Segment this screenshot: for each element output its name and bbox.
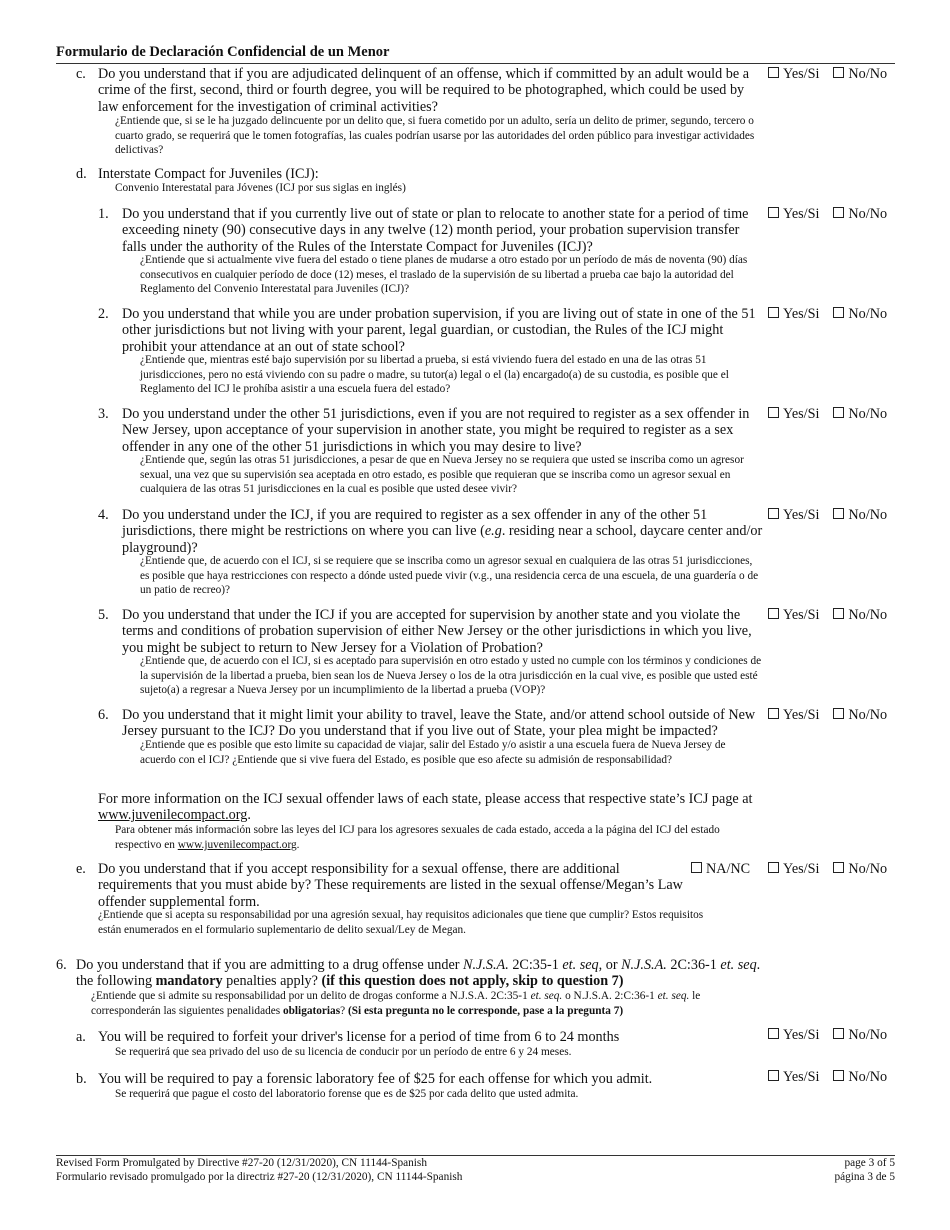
item-6a-question: You will be required to forfeit your driver's license for a period of time from 6 to 24 months <box>98 1029 620 1045</box>
question-6-translation: ¿Entiende que si admite su responsabilidad por un delito de drogas conforme a N.J.S.A. 2C:35-1 et. seq. o N.J.S.A. 2:C:36-1 et. seq. le corresponderán las siguientes penalidades obligatorias? (Si esta pregunta no le corresponde, pase a la pregunta 7) <box>91 990 701 1017</box>
checkbox-icon <box>833 307 844 318</box>
checkbox-no[interactable]: No/No <box>833 206 887 222</box>
item-d1-translation: ¿Entiende que si actualmente vive fuera del estado o tiene planes de mudarse a otro estado por un período de más de noventa (90) días consecutivos en cualquier período de doce (12) meses, el traslado de la supervisión de su libertad a prueba cae bajo la autoridad del Reglamento del Convenio Interestatal para Juveniles (ICJ)? <box>140 254 748 296</box>
checkbox-icon <box>768 1028 779 1039</box>
page-title: Formulario de Declaración Confidencial de un Menor <box>56 44 390 60</box>
item-d6-answer <box>768 707 887 723</box>
checkbox-no[interactable]: No/No <box>833 1069 887 1085</box>
checkbox-yes[interactable]: Yes/Si <box>768 507 819 523</box>
checkbox-yes[interactable]: Yes/Si <box>768 1027 819 1043</box>
item-6b-answer <box>768 1069 887 1085</box>
item-d5-label: 5. <box>98 607 109 623</box>
checkbox-icon <box>768 508 779 519</box>
item-d4-translation: ¿Entiende que, de acuerdo con el ICJ, si se requiere que se inscriba como un agresor sexual en cualquiera de las otras 51 jurisdicciones, es posible que haya restricciones con respecto a dónde usted puede vivir (v.g., una residencia cerca de una escuela, de una guardería o de un patio de recreo)? <box>140 555 759 597</box>
item-d-heading: Interstate Compact for Juveniles (ICJ): <box>98 166 319 182</box>
item-d3-translation: ¿Entiende que, según las otras 51 jurisdicciones, a pesar de que en Nueva Jersey no se requiera que usted se inscriba como un agresor sexual, una vez que su supervisión sea aceptada en otro estado, es posible que requieran que se inscriba como un agresor sexual en cualquiera de las otras 51 jurisdicciones en la cual es posible que usted desee vivir? <box>140 454 744 496</box>
item-d2-answer <box>768 306 887 322</box>
checkbox-yes[interactable]: Yes/Si <box>768 1069 819 1085</box>
checkbox-no[interactable]: No/No <box>833 66 887 82</box>
item-d5-translation: ¿Entiende que, de acuerdo con el ICJ, si es aceptado para supervisión en otro estado y usted no cumple con los términos y condiciones de la supervisión de la libertad a prueba, bien sean los de Nueva Jersey o los de la otra jurisdicción en la cual vive, es posible que usted esté sujeto(a) a regresar a Nueva Jersey por un incumplimiento de la libertad a prueba (VOP)? <box>140 655 762 697</box>
icj-info-text: For more information on the ICJ sexual offender laws of each state, please access that respective state’s ICJ page at www.juvenilecompact.org. <box>98 791 753 824</box>
checkbox-yes[interactable]: Yes/Si <box>768 707 819 723</box>
checkbox-icon <box>768 307 779 318</box>
checkbox-icon <box>768 407 779 418</box>
checkbox-no[interactable]: No/No <box>833 507 887 523</box>
question-6-label: 6. <box>56 957 67 973</box>
checkbox-icon <box>768 1070 779 1081</box>
item-6a-translation: Se requerirá que sea privado del uso de su licencia de conducir por un período de entre 6 y 24 meses. <box>115 1046 572 1058</box>
item-c-question: Do you understand that if you are adjudicated delinquent of an offense, which if committed by an adult would be a crime of the first, second, third or fourth degree, you will be required to be photographed, which could be used by law enforcement for the investigation of criminal activities? <box>98 66 749 115</box>
item-e-translation: ¿Entiende que si acepta su responsabilidad por una agresión sexual, hay requisitos adicionales que tiene que cumplir? Estos requisitos están enumerados en el formulario suplementario de delito sexual/Ley de Megan. <box>98 909 704 936</box>
item-6a-label: a. <box>76 1029 86 1045</box>
checkbox-no[interactable]: No/No <box>833 861 887 877</box>
item-6a-answer <box>768 1027 887 1043</box>
item-d4-label: 4. <box>98 507 109 523</box>
checkbox-icon <box>768 207 779 218</box>
item-d5-answer <box>768 607 887 623</box>
item-e-answer <box>768 861 887 877</box>
item-d4-question: Do you understand under the ICJ, if you are required to register as a sex offender in any of the other 51 jurisdictions, there might be restrictions on where you can live (e.g. residing near a school, daycare center and/or playground)? <box>122 507 763 556</box>
item-e-label: e. <box>76 861 86 877</box>
item-d2-label: 2. <box>98 306 109 322</box>
item-d2-translation: ¿Entiende que, mientras esté bajo supervisión por su libertad a prueba, si está viviendo fuera del estado en una de las otras 51 jurisdicciones, pero no está viviendo con su padre o madre, su tutor(a) legal o el (la) encargado(a) de su custodia, es posible que el Reglamento del ICJ le prohíba asistir a una escuela fuera del estado? <box>140 354 729 396</box>
checkbox-icon <box>691 862 702 873</box>
checkbox-no[interactable]: No/No <box>833 1027 887 1043</box>
footer-rule <box>56 1155 895 1156</box>
footer-page-number: page 3 of 5 página 3 de 5 <box>834 1157 895 1183</box>
item-6b-label: b. <box>76 1071 87 1087</box>
icj-info-translation: Para obtener más información sobre las leyes del ICJ para los agresores sexuales de cada estado, acceda a la página del ICJ del estado respectivo en www.juvenilecompact.org. <box>115 824 720 851</box>
item-c-label: c. <box>76 66 86 82</box>
item-d6-label: 6. <box>98 707 109 723</box>
item-d6-translation: ¿Entiende que es posible que esto limite su capacidad de viajar, salir del Estado y/o asistir a una escuela fuera de Nueva Jersey de acuerdo con el ICJ? ¿Entiende que si vive fuera del Estado, es posible que eso afecte su admisión de responsabilidad? <box>140 739 726 766</box>
checkbox-icon <box>833 207 844 218</box>
checkbox-icon <box>833 1028 844 1039</box>
item-c-translation: ¿Entiende que, si se le ha juzgado delincuente por un delito que, si fuera cometido por un adulto, sería un delito de primer, segundo, tercero o cuarto grado, se requerirá que le tomen fotografías, las cuales podrían usarse por las autoridades del orden público para investigar actividades delictivas? <box>115 115 755 157</box>
item-d1-question: Do you understand that if you currently live out of state or plan to relocate to another state for a period of time exceeding ninety (90) consecutive days in any twelve (12) month period, your probation supervision transfer falls under the authority of the Rules of the Interstate Compact for Juveniles (ICJ)? <box>122 206 749 255</box>
item-d3-label: 3. <box>98 406 109 422</box>
checkbox-icon <box>768 862 779 873</box>
item-d2-question: Do you understand that while you are under probation supervision, if you are living out of state in one of the 51 other jurisdictions but not living with your parent, legal guardian, or custodian, the Rules of the ICJ might prohibit your attendance at an out of state school? <box>122 306 756 355</box>
item-d3-answer <box>768 406 887 422</box>
item-d1-answer <box>768 206 887 222</box>
checkbox-icon <box>833 407 844 418</box>
checkbox-icon <box>833 862 844 873</box>
checkbox-yes[interactable]: Yes/Si <box>768 861 819 877</box>
item-d4-answer <box>768 507 887 523</box>
checkbox-no[interactable]: No/No <box>833 707 887 723</box>
item-d1-label: 1. <box>98 206 109 222</box>
item-6b-question: You will be required to pay a forensic laboratory fee of $25 for each offense for which you admit. <box>98 1071 653 1087</box>
item-d-label: d. <box>76 166 87 182</box>
checkbox-icon <box>768 608 779 619</box>
item-c-answer <box>768 66 887 82</box>
item-d5-question: Do you understand that under the ICJ if you are accepted for supervision by another state and you violate the terms and conditions of probation supervision of either New Jersey or the other jurisdictions in which you live, you might be subject to return to New Jersey for a Violation of Probation? <box>122 607 752 656</box>
checkbox-icon <box>833 608 844 619</box>
checkbox-yes[interactable]: Yes/Si <box>768 66 819 82</box>
checkbox-yes[interactable]: Yes/Si <box>768 206 819 222</box>
item-d6-question: Do you understand that it might limit your ability to travel, leave the State, and/or attend school outside of New Jersey pursuant to the ICJ? Do you understand that if you live out of State, your plea might be impacted? <box>122 707 756 740</box>
icj-link-es[interactable]: www.juvenilecompact.org <box>177 838 297 851</box>
checkbox-icon <box>833 67 844 78</box>
question-6-text: Do you understand that if you are admitting to a drug offense under N.J.S.A. 2C:35-1 et. seq, or N.J.S.A. 2C:36-1 et. seq. the following mandatory penalties apply? (if this question does not apply, skip to question 7) <box>76 957 761 990</box>
footer-revision: Revised Form Promulgated by Directive #27-20 (12/31/2020), CN 11144-Spanish Formulario revisado promulgado por la directriz #27-20 (12/31/2020), CN 11144-Spanish <box>56 1157 463 1183</box>
checkbox-no[interactable]: No/No <box>833 607 887 623</box>
checkbox-icon <box>768 708 779 719</box>
checkbox-icon <box>833 708 844 719</box>
checkbox-icon <box>833 508 844 519</box>
item-d3-question: Do you understand under the other 51 jurisdictions, even if you are not required to register as a sex offender in New Jersey, upon acceptance of your supervision in another state, you might be required to register as a sex offender in any one of the other 51 jurisdictions in which you may desire to live? <box>122 406 750 455</box>
checkbox-no[interactable]: No/No <box>833 306 887 322</box>
checkbox-yes[interactable]: Yes/Si <box>768 306 819 322</box>
checkbox-icon <box>833 1070 844 1081</box>
item-6b-translation: Se requerirá que pague el costo del laboratorio forense que es de $25 por cada delito que usted admita. <box>115 1088 579 1100</box>
item-e-question: Do you understand that if you accept responsibility for a sexual offense, there are additional requirements that you must abide by? These requirements are listed in the sexual offense/Megan’s Law offender supplemental form. <box>98 861 683 910</box>
checkbox-no[interactable]: No/No <box>833 406 887 422</box>
checkbox-yes[interactable]: Yes/Si <box>768 607 819 623</box>
checkbox-na[interactable]: NA/NC <box>691 861 750 877</box>
checkbox-yes[interactable]: Yes/Si <box>768 406 819 422</box>
header-rule <box>56 63 895 64</box>
icj-link[interactable]: www.juvenilecompact.org <box>98 807 248 824</box>
item-d-translation: Convenio Interestatal para Jóvenes (ICJ por sus siglas en inglés) <box>115 182 406 194</box>
checkbox-icon <box>768 67 779 78</box>
